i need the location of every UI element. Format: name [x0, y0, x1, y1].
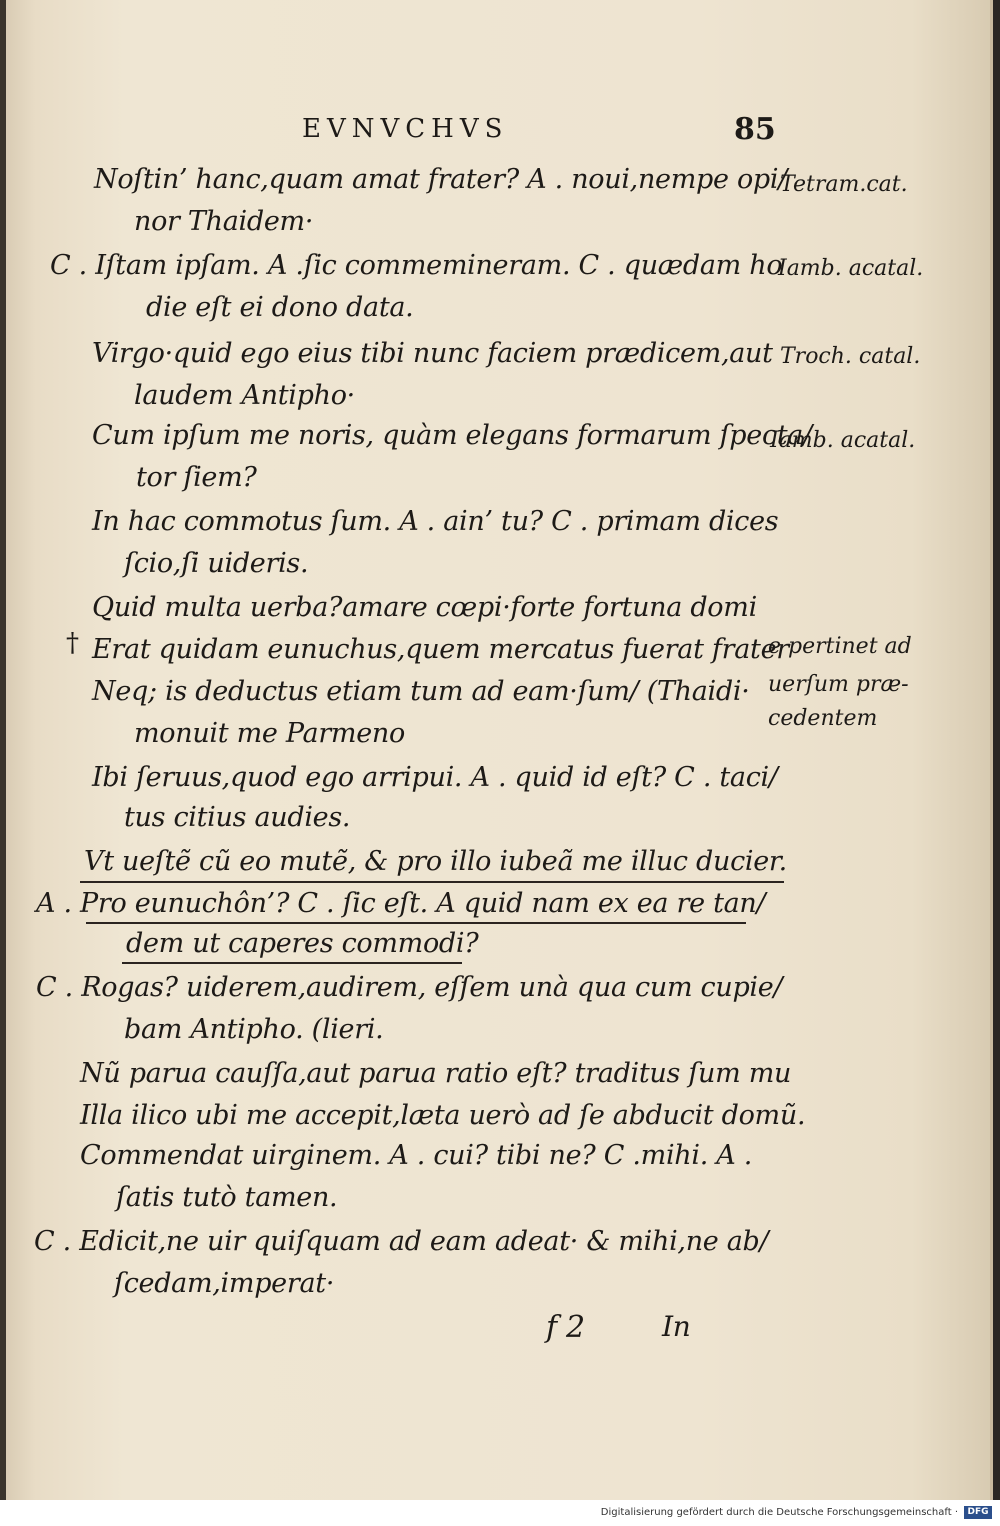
- text-line-6: laudem Antipho·: [134, 380, 355, 411]
- handwritten-underline: [122, 962, 462, 964]
- text-line-17: Vt ueſtẽ cũ eo mutẽ, & pro illo iubeã me illuc ducier.: [84, 846, 787, 877]
- page-number: 85: [734, 112, 776, 147]
- text-line-13: Neq; is deductus etiam tum ad eam·ſum/ (Thaidi·: [92, 676, 750, 707]
- margin-note: uerſum præ-: [768, 672, 909, 697]
- text-line-9: In hac commotus ſum. A . ain’ tu? C . primam dices: [92, 506, 779, 537]
- text-line-20: C . Rogas? uiderem,audirem, eſſem unà qua cum cupie/: [36, 972, 783, 1003]
- signature-mark: f 2: [546, 1310, 585, 1345]
- text-line-23: Illa ilico ubi me accepit,læta uerò ad ſe abducit domũ.: [80, 1100, 806, 1131]
- dfg-logo: DFG: [964, 1506, 992, 1519]
- text-line-3: C . Iſtam ipſam. A .ſic commemineram. C . quædam ho: [50, 250, 783, 281]
- book-page: [6, 0, 993, 1500]
- text-line-4: die eſt ei dono data.: [146, 292, 414, 323]
- margin-note: Iamb. acatal.: [770, 428, 916, 453]
- text-line-22: Nũ parua cauſſa,aut parua ratio eſt? traditus ſum mu: [80, 1058, 792, 1089]
- margin-note: Tetram.cat.: [780, 172, 908, 197]
- text-line-8: tor ſiem?: [136, 462, 257, 493]
- running-head: EVNVCHVS: [302, 114, 509, 144]
- text-line-5: Virgo·quid ego eius tibi nunc faciem prædicem,aut: [92, 338, 773, 369]
- text-line-14: monuit me Parmeno: [134, 718, 405, 749]
- margin-note: Troch. catal.: [780, 344, 921, 369]
- text-line-27: ſcedam,imperat·: [114, 1268, 335, 1299]
- text-line-11: Quid multa uerba?amare cœpi·forte fortuna domi: [92, 592, 757, 623]
- text-line-15: Ibi ſeruus,quod ego arripui. A . quid id eſt? C . taci/: [92, 762, 778, 793]
- text-line-19: dem ut caperes commodi?: [126, 928, 479, 959]
- catchword: In: [662, 1310, 691, 1343]
- text-line-21: bam Antipho. (lieri.: [124, 1014, 384, 1045]
- text-line-10: ſcio,ſi uideris.: [124, 548, 309, 579]
- text-line-16: tus citius audies.: [124, 802, 351, 833]
- text-line-26: C . Edicit,ne uir quiſquam ad eam adeat· & mihi,ne ab/: [34, 1226, 769, 1257]
- text-line-12: Erat quidam eunuchus,quem mercatus fuerat frater: [92, 634, 789, 665]
- text-line-18: A . Pro eunuchôn’? C . ſic eſt. A quid nam ex ea re tan/: [36, 888, 766, 919]
- margin-note: e pertinet ad: [768, 634, 912, 659]
- text-line-2: nor Thaidem·: [134, 206, 314, 237]
- text-line-1: Noſtin’ hanc,quam amat frater? A . noui,nempe opi/: [94, 164, 788, 195]
- handwritten-underline: [86, 922, 746, 924]
- margin-note: cedentem: [768, 706, 878, 731]
- handwritten-underline: [80, 881, 784, 883]
- text-line-25: ſatis tutò tamen.: [116, 1182, 338, 1213]
- funding-notice: Digitalisierung gefördert durch die Deutsche Forschungsgemeinschaft ·: [600, 1507, 958, 1518]
- text-line-7: Cum ipſum me noris, quàm elegans formarum ſpecta/: [92, 420, 812, 451]
- text-line-24: Commendat uirginem. A . cui? tibi ne? C .mihi. A .: [80, 1140, 753, 1171]
- page-text: [6, 0, 990, 1500]
- margin-note: Iamb. acatal.: [778, 256, 924, 281]
- dagger-mark: †: [66, 628, 79, 658]
